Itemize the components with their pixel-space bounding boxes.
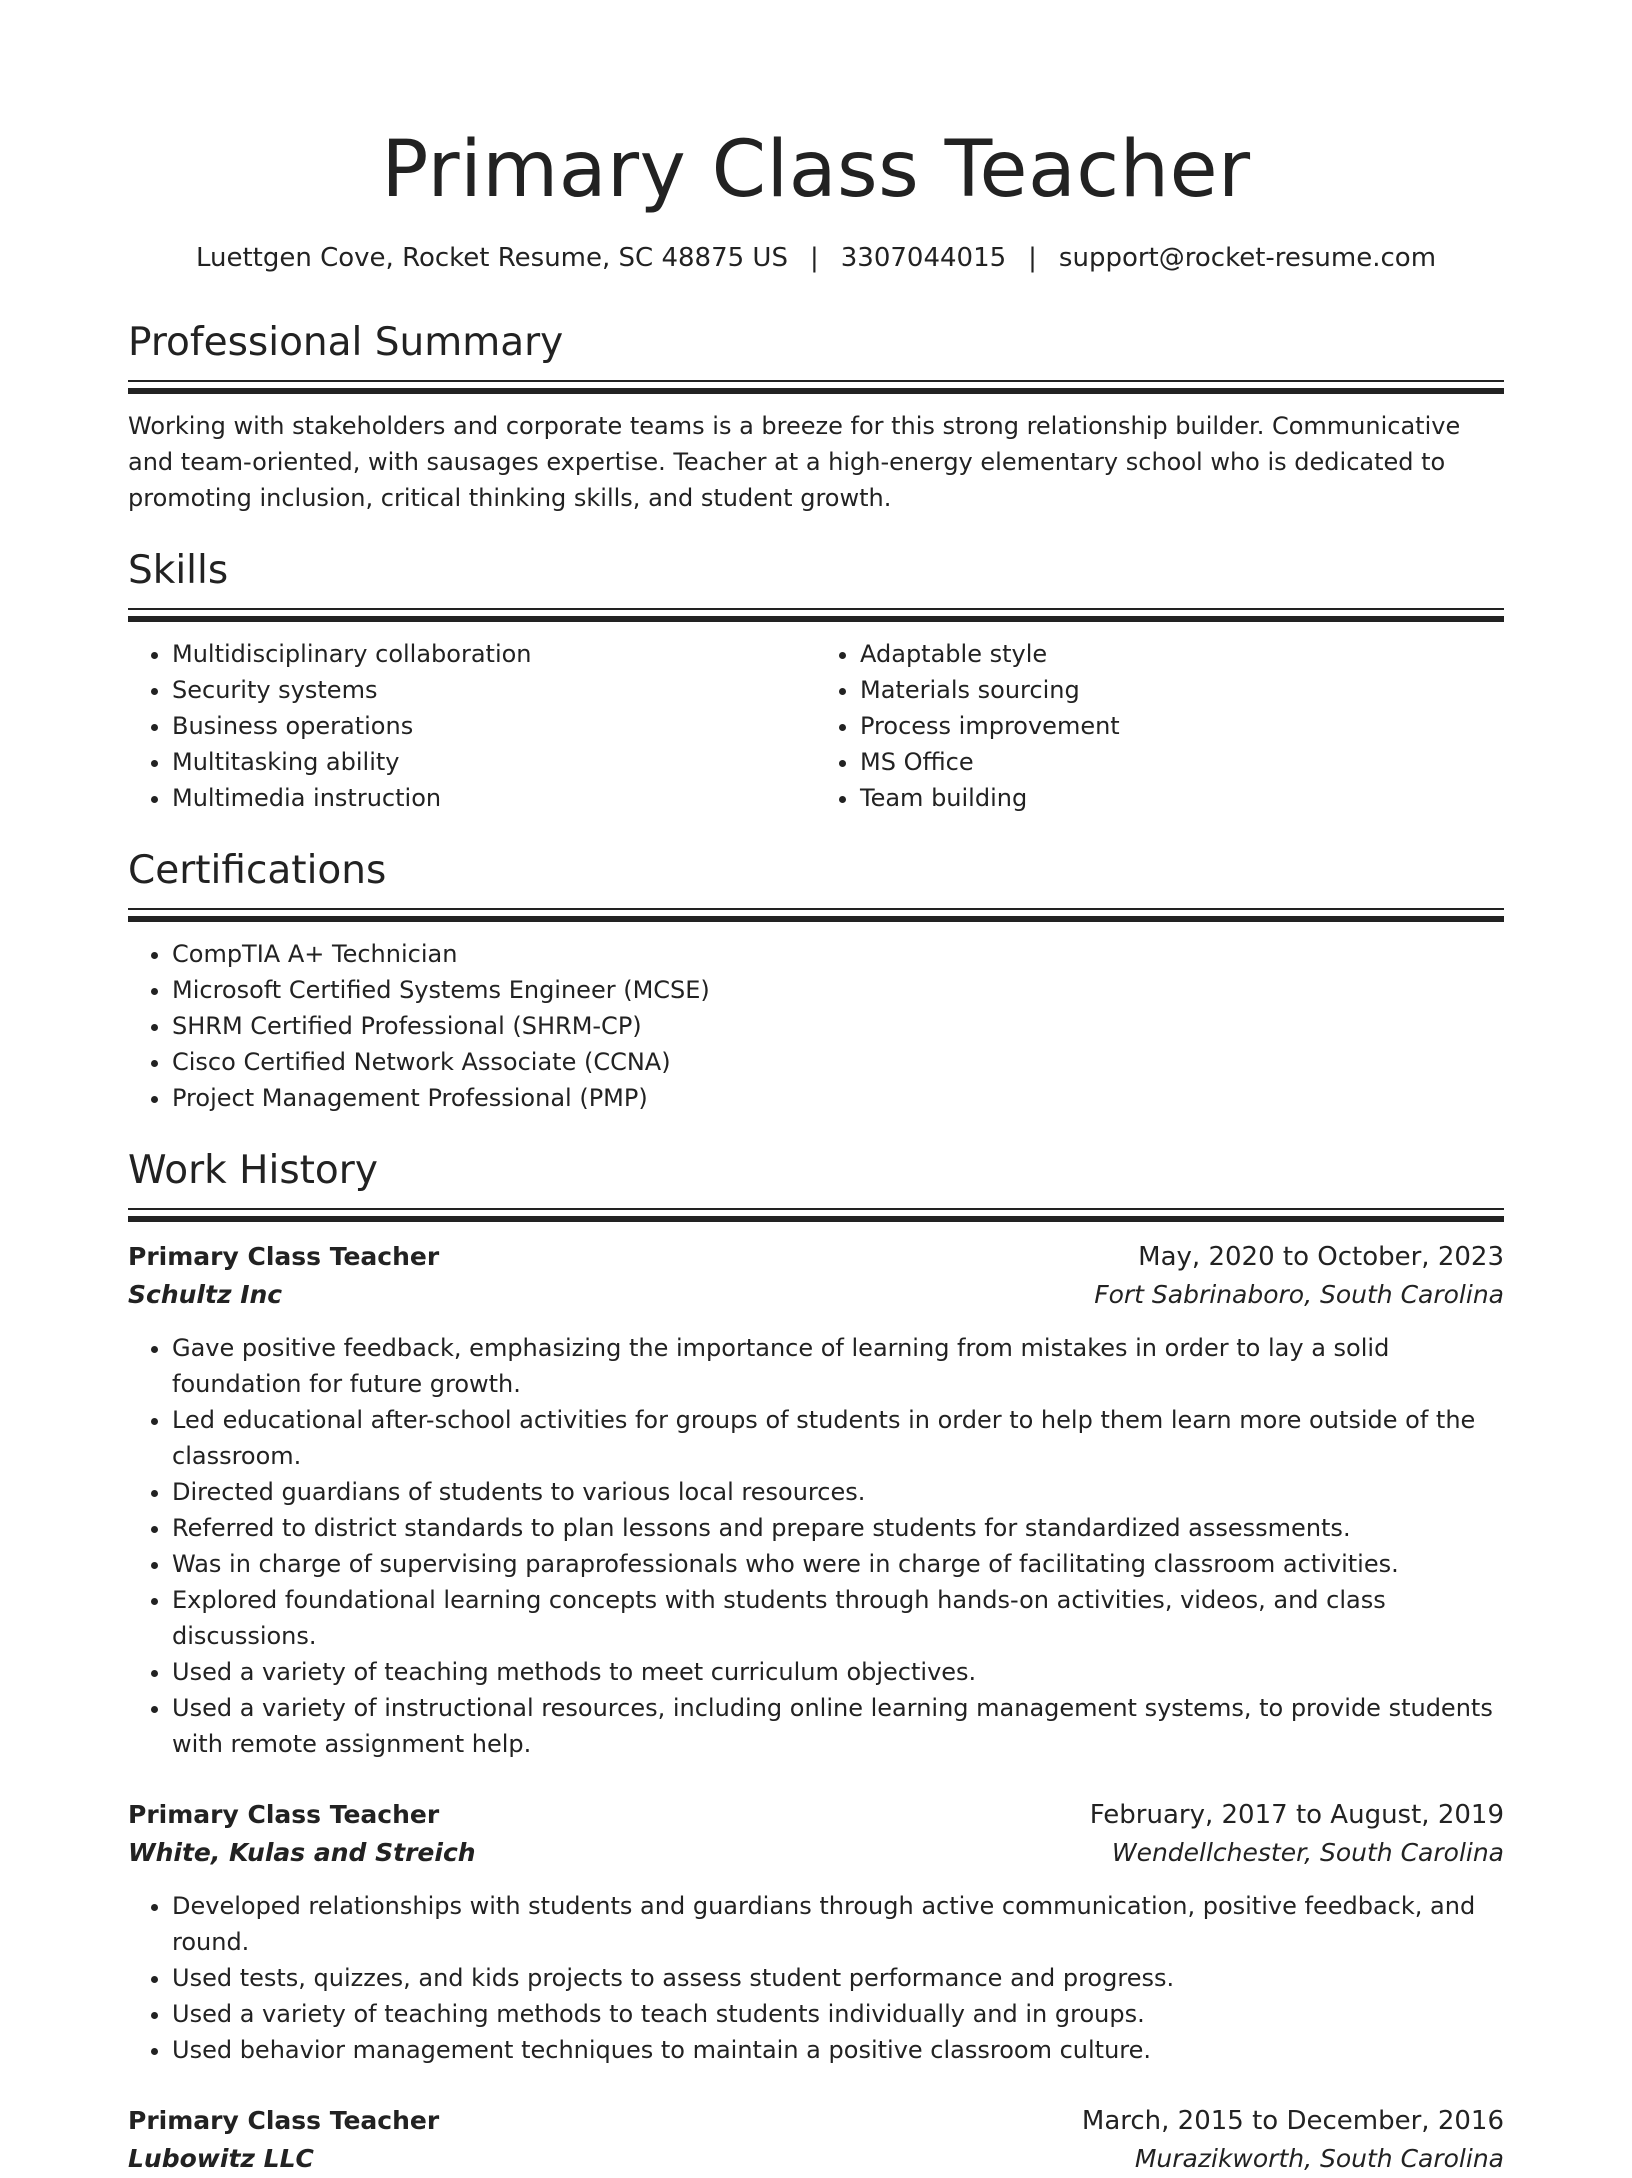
job-title: Primary Class Teacher (128, 2106, 440, 2135)
job-entry (128, 1238, 1504, 1762)
certification-item: • SHRM Certified Professional (SHRM-CP) (172, 1008, 1504, 1044)
job-location: Murazikworth, South Carolina (1134, 2144, 1504, 2173)
section-divider (128, 380, 1504, 394)
job-company: White, Kulas and Streich (128, 1838, 476, 1867)
job-header-row (128, 1796, 1504, 1834)
contact-email: support@rocket-resume.com (1058, 243, 1437, 273)
job-header-row (128, 1238, 1504, 1276)
skill-item: • Adaptable style (860, 636, 1504, 672)
job-entry (128, 1796, 1504, 2068)
job-bullet: • Used a variety of teaching methods to teach students individually and in groups. (172, 1996, 1504, 2032)
job-company-row (128, 2140, 1504, 2178)
skill-item: • Security systems (172, 672, 816, 708)
job-bullet: • Used behavior management techniques to maintain a positive classroom culture. (172, 2032, 1504, 2068)
certifications-section (128, 846, 1504, 1116)
section-title-skills: Skills (128, 548, 229, 593)
skill-item: • Materials sourcing (860, 672, 1504, 708)
skills-list-right (816, 636, 1504, 816)
summary-text: Working with stakeholders and corporate teams is a breeze for this strong relationship builder. Communicative and team-oriented, with sausages expertise. Teacher at a high-energy elementary school who is dedicated to promoting inclusion, critical thinking skills, and student growth. (128, 412, 1461, 512)
certification-item: • CompTIA A+ Technician (172, 936, 1504, 972)
job-bullets (128, 1888, 1504, 2068)
skills-grid (128, 636, 1504, 816)
skills-section (128, 546, 1504, 816)
job-bullet: • Was in charge of supervising paraprofessionals who were in charge of facilitating classroom activities. (172, 1546, 1504, 1582)
contact-separator: | (809, 243, 819, 273)
section-title-certifications: Certifications (128, 848, 387, 893)
contact-phone: 3307044015 (840, 243, 1007, 273)
section-divider (128, 608, 1504, 622)
job-bullet: • Used a variety of teaching methods to meet curriculum objectives. (172, 1654, 1504, 1690)
skill-item: • Team building (860, 780, 1504, 816)
job-location: Wendellchester, South Carolina (1111, 1838, 1504, 1867)
job-bullets (128, 1330, 1504, 1762)
job-bullet: • Used a variety of instructional resources, including online learning management systems, to provide students with remote assignment help. (172, 1690, 1504, 1762)
job-company-row (128, 1276, 1504, 1314)
contact-separator: | (1028, 243, 1037, 273)
job-bullet: • Explored foundational learning concepts with students through hands-on activities, videos, and class discussions. (172, 1582, 1504, 1654)
job-header-row (128, 2102, 1504, 2140)
skill-item: • MS Office (860, 744, 1504, 780)
skill-item: • Multidisciplinary collaboration (172, 636, 816, 672)
job-company-row (128, 1834, 1504, 1872)
resume-name: Primary Class Teacher (381, 125, 1251, 215)
job-entry (128, 2102, 1504, 2178)
job-location: Fort Sabrinaboro, South Carolina (1094, 1280, 1504, 1309)
certification-item: • Project Management Professional (PMP) (172, 1080, 1504, 1116)
job-bullet: • Referred to district standards to plan lessons and prepare students for standardized assessments. (172, 1510, 1504, 1546)
skill-item: • Multimedia instruction (172, 780, 816, 816)
section-title-work-history: Work History (128, 1148, 378, 1193)
skill-item: • Process improvement (860, 708, 1504, 744)
job-dates: May, 2020 to October, 2023 (1138, 1242, 1504, 1272)
job-title: Primary Class Teacher (128, 1800, 440, 1829)
job-dates: February, 2017 to August, 2019 (1089, 1800, 1504, 1830)
job-title: Primary Class Teacher (128, 1242, 440, 1271)
contact-address: Luettgen Cove, Rocket Resume, SC 48875 US (195, 243, 788, 273)
contact-line (128, 240, 1504, 276)
section-divider (128, 908, 1504, 922)
certification-item: • Cisco Certified Network Associate (CCNA) (172, 1044, 1504, 1080)
certification-item: • Microsoft Certified Systems Engineer (MCSE) (172, 972, 1504, 1008)
job-company: Schultz Inc (128, 1280, 283, 1309)
skill-item: • Multitasking ability (172, 744, 816, 780)
certifications-list (128, 936, 1504, 1116)
section-divider (128, 1208, 1504, 1222)
professional-summary-section (128, 318, 1504, 516)
job-bullet: • Developed relationships with students and guardians through active communication, positive feedback, and round. (172, 1888, 1504, 1960)
job-company: Lubowitz LLC (128, 2144, 314, 2173)
job-bullet: • Led educational after-school activities for groups of students in order to help them learn more outside of the classroom. (172, 1402, 1504, 1474)
job-bullet: • Gave positive feedback, emphasizing the importance of learning from mistakes in order to lay a solid foundation for future growth. (172, 1330, 1504, 1402)
job-bullet: • Used tests, quizzes, and kids projects to assess student performance and progress. (172, 1960, 1504, 1996)
skill-item: • Business operations (172, 708, 816, 744)
work-history-section (128, 1146, 1504, 2178)
section-title-summary: Professional Summary (128, 320, 564, 365)
skills-list-left (128, 636, 816, 816)
job-bullet: • Directed guardians of students to various local resources. (172, 1474, 1504, 1510)
job-dates: March, 2015 to December, 2016 (1081, 2106, 1504, 2136)
